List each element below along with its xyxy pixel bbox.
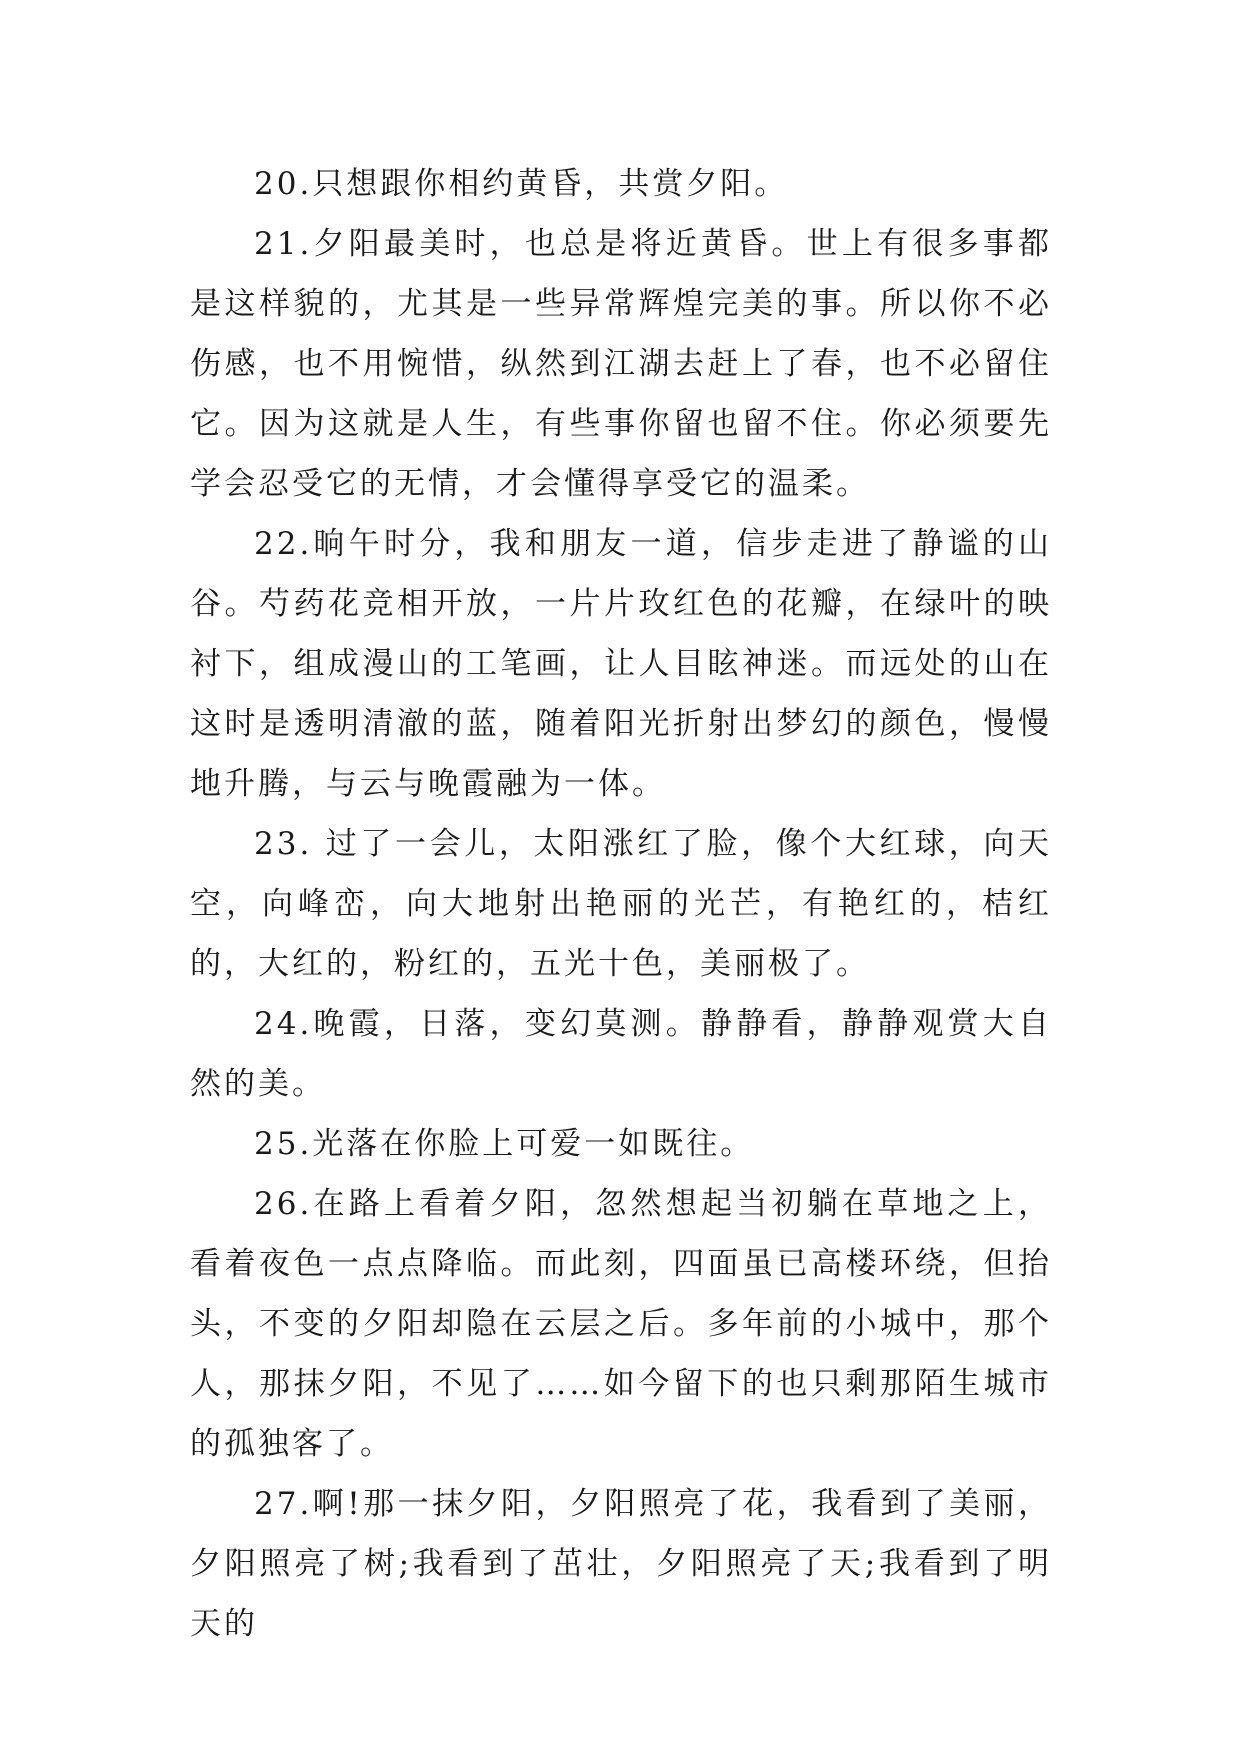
paragraph-23: 23. 过了一会儿，太阳涨红了脸，像个大红球，向天空，向峰峦，向大地射出艳丽的光芒，有艳红的，桔红的，大红的，粉红的，五光十色，美丽极了。 (190, 826, 1052, 982)
paragraph-27: 27.啊!那一抹夕阳，夕阳照亮了花，我看到了美丽，夕阳照亮了树;我看到了茁壮，夕阳照亮了天;我看到了明天的 (190, 1486, 1052, 1642)
paragraph-21: 21.夕阳最美时，也总是将近黄昏。世上有很多事都是这样貌的，尤其是一些异常辉煌完美的事。所以你不必伤感，也不用惋惜，纵然到江湖去赶上了春，也不必留住它。因为这就是人生，有些事你留也留不住。你必须要先学会忍受它的无情，才会懂得享受它的温柔。 (190, 226, 1052, 502)
paragraph-25: 25.光落在你脸上可爱一如既往。 (254, 1126, 755, 1162)
document-body (190, 154, 1052, 1654)
paragraph-24: 24.晚霞，日落，变幻莫测。静静看，静静观赏大自然的美。 (190, 1006, 1052, 1102)
paragraph-20: 20.只想跟你相约黄昏，共赏夕阳。 (254, 166, 789, 202)
paragraph-22: 22.晌午时分，我和朋友一道，信步走进了静谧的山谷。芍药花竞相开放，一片片玫红色的花瓣，在绿叶的映衬下，组成漫山的工笔画，让人目眩神迷。而远处的山在这时是透明清澈的蓝，随着阳光折射出梦幻的颜色，慢慢地升腾，与云与晚霞融为一体。 (190, 526, 1052, 802)
paragraph-26: 26.在路上看着夕阳，忽然想起当初躺在草地之上，看着夜色一点点降临。而此刻，四面虽已高楼环绕，但抬头，不变的夕阳却隐在云层之后。多年前的小城中，那个人，那抹夕阳，不见了……如今留下的也只剩那陌生城市的孤独客了。 (190, 1186, 1052, 1462)
